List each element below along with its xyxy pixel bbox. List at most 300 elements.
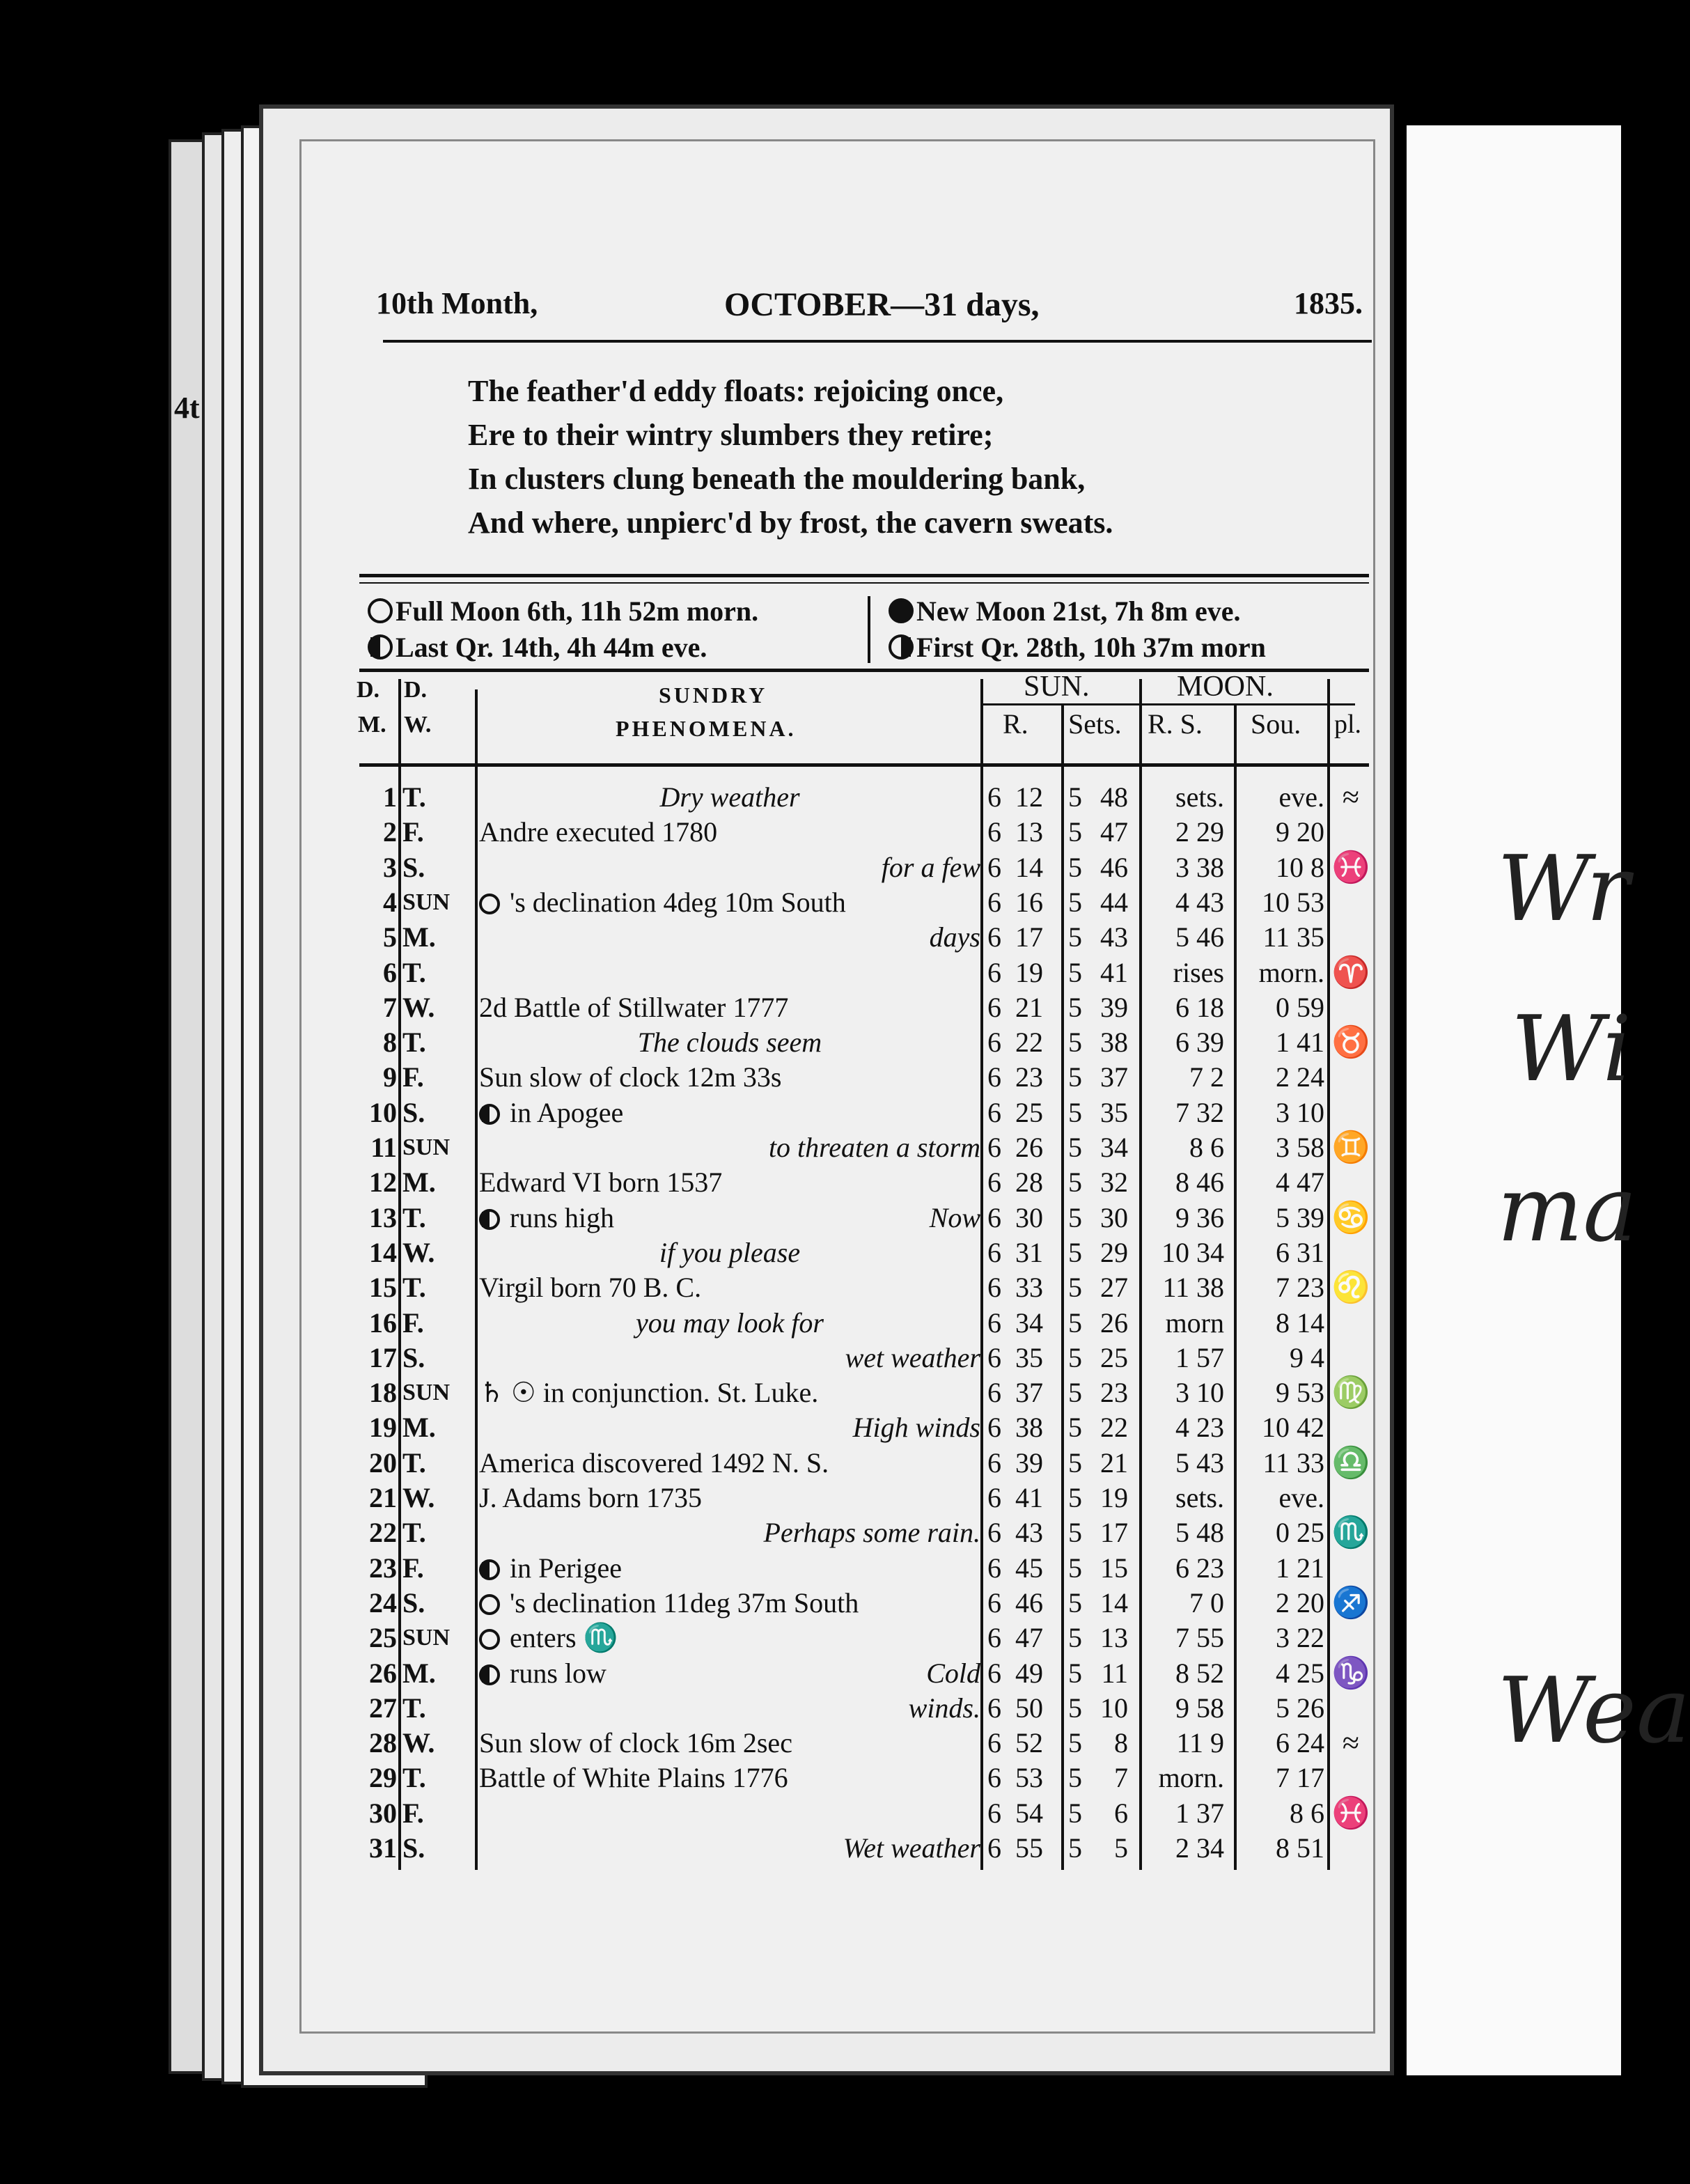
sunset-minute: 22	[1100, 1412, 1128, 1444]
day-of-week: T.	[402, 1027, 426, 1059]
table-row	[0, 1095, 1393, 1130]
sunrise-hour: 6	[987, 1517, 1001, 1549]
zodiac-place: ♐	[1331, 1585, 1370, 1620]
sunrise-hour: 6	[987, 1692, 1001, 1724]
handwriting-line: Wea	[1497, 1658, 1690, 1763]
sunrise-minute: 45	[1015, 1552, 1043, 1584]
moon-rise-set: 2 29	[1175, 816, 1224, 848]
phenomenon	[479, 1130, 980, 1165]
header-bottom-rule	[359, 763, 1369, 767]
sunrise-hour: 6	[987, 1132, 1001, 1163]
day-of-week: S.	[402, 1586, 425, 1618]
table-row	[0, 1481, 1393, 1515]
phenomenon-text: America discovered 1492 N. S.	[479, 1446, 829, 1479]
sunrise-minute: 17	[1015, 921, 1043, 953]
moon-south: eve.	[1278, 1482, 1324, 1513]
sunrise-hour: 6	[987, 1061, 1001, 1093]
handwriting-line: Wi	[1511, 996, 1632, 1102]
sun-symbol-icon	[479, 894, 500, 914]
sunset-minute: 37	[1100, 1061, 1128, 1093]
phenomenon	[479, 1410, 980, 1445]
moon-south: 9 53	[1276, 1377, 1324, 1409]
day-of-week: SUN	[402, 1380, 451, 1406]
sunrise-hour: 6	[987, 1167, 1001, 1199]
sunrise-minute: 30	[1015, 1201, 1043, 1233]
moon-south: eve.	[1278, 781, 1324, 813]
day-of-week: S.	[402, 1341, 425, 1373]
header-moon: MOON.	[1177, 671, 1274, 703]
sunset-hour: 5	[1068, 1341, 1082, 1373]
sunset-hour: 5	[1068, 1061, 1082, 1093]
moon-rise-set: 11 9	[1176, 1727, 1224, 1759]
day-of-month: 3	[383, 851, 397, 883]
sunset-minute: 29	[1100, 1236, 1128, 1268]
moon-rise-set: 1 57	[1175, 1341, 1224, 1373]
sunset-hour: 5	[1068, 1167, 1082, 1199]
moon-rise-set: 6 18	[1175, 991, 1224, 1023]
day-of-month: 15	[369, 1272, 397, 1304]
day-of-week: W.	[402, 1727, 435, 1759]
phenomenon	[479, 1025, 980, 1060]
moon-south: 2 20	[1276, 1586, 1324, 1618]
day-of-week: T.	[402, 956, 426, 988]
sunset-hour: 5	[1068, 851, 1082, 883]
day-of-week: M.	[402, 921, 436, 953]
new-moon-entry: New Moon 21st, 7h 8m eve.	[889, 595, 1241, 627]
phenomenon	[479, 1761, 980, 1795]
moon-south: 11 35	[1262, 921, 1324, 953]
sunrise-minute: 23	[1015, 1061, 1043, 1093]
left-page-fragment: 4t	[174, 391, 200, 425]
header-sun-rise: R.	[1003, 708, 1028, 740]
moon-south: 0 59	[1276, 991, 1324, 1023]
moon-south: 10 8	[1276, 851, 1324, 883]
sunrise-hour: 6	[987, 1446, 1001, 1479]
sunset-hour: 5	[1068, 1692, 1082, 1724]
table-row	[0, 990, 1393, 1025]
phenomenon	[479, 1551, 980, 1586]
zodiac-place: ♈	[1331, 955, 1370, 990]
sunset-minute: 46	[1100, 851, 1128, 883]
moon-south: 7 23	[1276, 1272, 1324, 1304]
day-of-week: SUN	[402, 889, 451, 915]
sunset-hour: 5	[1068, 1832, 1082, 1864]
day-of-week: T.	[402, 1201, 426, 1233]
sunset-hour: 5	[1068, 1797, 1082, 1829]
rule	[359, 574, 1369, 577]
last-quarter-icon	[368, 634, 393, 660]
facing-page	[1407, 125, 1690, 2075]
moon-south: 3 10	[1276, 1096, 1324, 1128]
phenomenon	[479, 1586, 980, 1621]
phenomenon	[479, 1726, 980, 1761]
moon-south: 9 4	[1290, 1341, 1324, 1373]
sunset-minute: 35	[1100, 1096, 1128, 1128]
day-of-month: 21	[369, 1482, 397, 1513]
moon-rise-set: 6 23	[1175, 1552, 1224, 1584]
sunrise-minute: 52	[1015, 1727, 1043, 1759]
header-rule	[383, 340, 1372, 343]
day-of-week: F.	[402, 1306, 424, 1339]
sunset-minute: 5	[1114, 1832, 1128, 1864]
phenomenon-text: 's declination 11deg 37m South	[510, 1586, 859, 1618]
table-row	[0, 1235, 1393, 1270]
moon-rise-set: rises	[1173, 956, 1224, 988]
sunrise-minute: 14	[1015, 851, 1043, 883]
moon-rise-set: 9 58	[1175, 1692, 1224, 1724]
day-of-month: 26	[369, 1657, 397, 1689]
sunset-minute: 19	[1100, 1482, 1128, 1513]
day-of-week: T.	[402, 1272, 426, 1304]
table-row	[0, 1586, 1393, 1621]
month-number: 10th Month,	[376, 286, 538, 320]
phenomenon-text: runs low	[510, 1657, 607, 1689]
phenomenon-text: Sun slow of clock 16m 2sec	[479, 1727, 792, 1759]
sunrise-minute: 34	[1015, 1306, 1043, 1339]
phenomenon	[479, 1341, 980, 1375]
sunrise-hour: 6	[987, 1762, 1001, 1794]
day-of-week: SUN	[402, 1625, 451, 1651]
day-of-month: 5	[383, 921, 397, 953]
zodiac-place: ♌	[1331, 1270, 1370, 1305]
header-dm-top: D.	[357, 677, 380, 703]
sunset-hour: 5	[1068, 1727, 1082, 1759]
sunrise-hour: 6	[987, 1412, 1001, 1444]
table-row	[0, 1621, 1393, 1655]
moon-symbol-icon	[479, 1559, 500, 1580]
sunset-hour: 5	[1068, 1132, 1082, 1163]
phenomenon	[479, 1691, 980, 1726]
moon-rise-set: 4 43	[1175, 886, 1224, 918]
sunset-hour: 5	[1068, 1306, 1082, 1339]
phenomenon	[479, 1270, 980, 1305]
phenomenon	[479, 1831, 980, 1866]
phenomenon-text: in Apogee	[510, 1096, 624, 1128]
sunset-hour: 5	[1068, 1482, 1082, 1513]
sunrise-minute: 49	[1015, 1657, 1043, 1689]
sunrise-minute: 21	[1015, 991, 1043, 1023]
phenomenon-text: ♄ ☉ in conjunction. St. Luke.	[479, 1377, 819, 1409]
sunset-hour: 5	[1068, 1027, 1082, 1059]
sunrise-minute: 39	[1015, 1446, 1043, 1479]
sunrise-hour: 6	[987, 1306, 1001, 1339]
sunset-hour: 5	[1068, 1377, 1082, 1409]
year: 1835.	[1294, 286, 1363, 320]
day-of-week: S.	[402, 1096, 425, 1128]
moon-south: 11 33	[1262, 1446, 1324, 1479]
day-of-month: 22	[369, 1517, 397, 1549]
zodiac-place: ≈	[1342, 1726, 1360, 1761]
sunset-hour: 5	[1068, 991, 1082, 1023]
page-header	[376, 286, 1372, 334]
moon-south: 6 24	[1276, 1727, 1324, 1759]
sunrise-minute: 19	[1015, 956, 1043, 988]
phenomenon	[479, 850, 980, 885]
sunrise-minute: 54	[1015, 1797, 1043, 1829]
sunset-hour: 5	[1068, 886, 1082, 918]
day-of-week: T.	[402, 781, 426, 813]
day-of-month: 19	[369, 1412, 397, 1444]
moon-rise-set: 8 46	[1175, 1167, 1224, 1199]
day-of-week: M.	[402, 1167, 436, 1199]
header-phenomena-top: SUNDRY	[659, 682, 768, 708]
header-phenomena-bottom: PHENOMENA.	[616, 716, 797, 741]
sunset-hour: 5	[1068, 1446, 1082, 1479]
moon-rise-set: 7 32	[1175, 1096, 1224, 1128]
sunset-minute: 47	[1100, 816, 1128, 848]
day-of-month: 14	[369, 1236, 397, 1268]
moon-south: 5 39	[1276, 1201, 1324, 1233]
sunset-hour: 5	[1068, 1236, 1082, 1268]
sunset-hour: 5	[1068, 1201, 1082, 1233]
table-row	[0, 1375, 1393, 1410]
moon-rise-set: 4 23	[1175, 1412, 1224, 1444]
phenomenon-text: J. Adams born 1735	[479, 1482, 702, 1513]
sunrise-minute: 12	[1015, 781, 1043, 813]
zodiac-place: ♊	[1331, 1130, 1370, 1164]
sunrise-hour: 6	[987, 921, 1001, 953]
moon-south: 10 42	[1262, 1412, 1324, 1444]
sunset-minute: 11	[1101, 1657, 1128, 1689]
sunset-hour: 5	[1068, 921, 1082, 953]
table-row	[0, 1726, 1393, 1761]
verse-line: In clusters clung beneath the mouldering bank,	[468, 462, 1086, 496]
sunrise-minute: 38	[1015, 1412, 1043, 1444]
day-of-week: F.	[402, 1797, 424, 1829]
table-row	[0, 1060, 1393, 1095]
day-of-week: F.	[402, 1552, 424, 1584]
sunset-hour: 5	[1068, 1517, 1082, 1549]
moon-symbol-icon	[479, 1104, 500, 1125]
header-moon-sou: Sou.	[1251, 708, 1301, 740]
sunrise-minute: 25	[1015, 1096, 1043, 1128]
verse-line: Ere to their wintry slumbers they retire;	[468, 418, 994, 452]
sunset-minute: 34	[1100, 1132, 1128, 1163]
moon-south: 4 47	[1276, 1167, 1324, 1199]
sunrise-hour: 6	[987, 1377, 1001, 1409]
rule	[359, 582, 1369, 584]
day-of-week: W.	[402, 1236, 435, 1268]
sunset-minute: 26	[1100, 1306, 1128, 1339]
phenomenon-text: runs high	[510, 1201, 614, 1233]
moon-rise-set: morn	[1165, 1306, 1224, 1339]
phenomenon-text: Perhaps some rain.	[763, 1517, 980, 1549]
sunset-minute: 43	[1100, 921, 1128, 953]
day-of-week: F.	[402, 1061, 424, 1093]
moon-rise-set: 5 48	[1175, 1517, 1224, 1549]
header-dm-bottom: M.	[358, 712, 386, 738]
sunset-minute: 10	[1100, 1692, 1128, 1724]
day-of-month: 16	[369, 1306, 397, 1339]
sunrise-hour: 6	[987, 781, 1001, 813]
zodiac-place: ♓	[1331, 1795, 1370, 1830]
table-row	[0, 1025, 1393, 1060]
sunset-hour: 5	[1068, 781, 1082, 813]
day-of-week: SUN	[402, 1134, 451, 1160]
phenomenon	[479, 1446, 980, 1481]
sunset-hour: 5	[1068, 816, 1082, 848]
sunset-minute: 13	[1100, 1622, 1128, 1654]
last-quarter-entry: Last Qr. 14th, 4h 44m eve.	[368, 631, 707, 664]
handwriting-line: Wr	[1497, 836, 1629, 942]
zodiac-place: ♑	[1331, 1655, 1370, 1690]
phenomenon	[479, 920, 980, 955]
day-of-month: 29	[369, 1762, 397, 1794]
phenomenon	[479, 1165, 980, 1200]
table-row	[0, 850, 1393, 885]
sunset-hour: 5	[1068, 1552, 1082, 1584]
day-of-month: 12	[369, 1167, 397, 1199]
phenomenon	[479, 1235, 980, 1270]
day-of-month: 31	[369, 1832, 397, 1864]
day-of-month: 4	[383, 886, 397, 918]
sunset-minute: 14	[1100, 1586, 1128, 1618]
phenomenon	[479, 1481, 980, 1515]
phenomenon	[479, 1621, 980, 1655]
sunset-minute: 25	[1100, 1341, 1128, 1373]
moon-south: 10 53	[1262, 886, 1324, 918]
phenomenon-text: winds.	[908, 1692, 980, 1724]
sunrise-hour: 6	[987, 1832, 1001, 1864]
table-row	[0, 1270, 1393, 1305]
zodiac-place: ≈	[1342, 780, 1360, 814]
sunset-minute: 48	[1100, 781, 1128, 813]
day-of-week: F.	[402, 816, 424, 848]
table-row	[0, 1201, 1393, 1235]
sunset-minute: 38	[1100, 1027, 1128, 1059]
sunset-minute: 15	[1100, 1552, 1128, 1584]
day-of-month: 7	[383, 991, 397, 1023]
zodiac-place: ♉	[1331, 1025, 1370, 1060]
sunrise-minute: 26	[1015, 1132, 1043, 1163]
sunrise-hour: 6	[987, 1341, 1001, 1373]
phenomenon	[479, 1515, 980, 1550]
table-row	[0, 780, 1393, 815]
moon-rise-set: 9 36	[1175, 1201, 1224, 1233]
sunrise-hour: 6	[987, 1096, 1001, 1128]
day-of-month: 27	[369, 1692, 397, 1724]
moon-south: 4 25	[1276, 1657, 1324, 1689]
sunset-minute: 39	[1100, 991, 1128, 1023]
moon-rise-set: sets.	[1175, 781, 1224, 813]
sunset-hour: 5	[1068, 1272, 1082, 1304]
day-of-month: 20	[369, 1446, 397, 1479]
sunset-minute: 32	[1100, 1167, 1128, 1199]
phenomenon-weather: Cold	[926, 1657, 980, 1689]
header-sun: SUN.	[1024, 671, 1090, 703]
day-of-month: 25	[369, 1622, 397, 1654]
sunrise-hour: 6	[987, 1272, 1001, 1304]
phenomenon	[479, 1306, 980, 1341]
sunrise-hour: 6	[987, 1482, 1001, 1513]
sunrise-hour: 6	[987, 886, 1001, 918]
phenomenon-text: Sun slow of clock 12m 33s	[479, 1061, 782, 1093]
moon-south: 8 51	[1276, 1832, 1324, 1864]
moon-rise-set: 7 55	[1175, 1622, 1224, 1654]
moon-rise-set: sets.	[1175, 1482, 1224, 1513]
first-quarter-icon	[889, 634, 914, 660]
table-row	[0, 1165, 1393, 1200]
sunrise-minute: 37	[1015, 1377, 1043, 1409]
sunrise-hour: 6	[987, 816, 1001, 848]
zodiac-place: ♎	[1331, 1445, 1370, 1480]
table-row	[0, 1130, 1393, 1165]
sunrise-hour: 6	[987, 1027, 1001, 1059]
moon-south: 6 31	[1276, 1236, 1324, 1268]
day-of-week: T.	[402, 1446, 426, 1479]
moon-rise-set: 10 34	[1161, 1236, 1224, 1268]
sunset-hour: 5	[1068, 1622, 1082, 1654]
verse	[468, 369, 1373, 545]
sun-symbol-icon	[479, 1629, 500, 1650]
sunrise-minute: 46	[1015, 1586, 1043, 1618]
day-of-month: 2	[383, 816, 397, 848]
moon-south: 1 21	[1276, 1552, 1324, 1584]
table-row	[0, 1515, 1393, 1550]
day-of-week: S.	[402, 1832, 425, 1864]
moon-south: 3 58	[1276, 1132, 1324, 1163]
sunrise-hour: 6	[987, 956, 1001, 988]
sunset-hour: 5	[1068, 1586, 1082, 1618]
table-row	[0, 1796, 1393, 1831]
sunrise-minute: 22	[1015, 1027, 1043, 1059]
day-of-week: T.	[402, 1762, 426, 1794]
sunrise-minute: 16	[1015, 886, 1043, 918]
day-of-month: 30	[369, 1797, 397, 1829]
table-row	[0, 1551, 1393, 1586]
table-row	[0, 1306, 1393, 1341]
moon-south: morn.	[1258, 956, 1324, 988]
phenomenon-text: The clouds seem	[637, 1027, 822, 1059]
rule	[982, 703, 1355, 705]
day-of-month: 11	[370, 1132, 397, 1163]
table-row	[0, 1341, 1393, 1375]
moon-south: 8 6	[1290, 1797, 1324, 1829]
moon-rise-set: 7 0	[1189, 1586, 1224, 1618]
full-moon-entry: Full Moon 6th, 11h 52m morn.	[368, 595, 758, 627]
sunset-minute: 21	[1100, 1446, 1128, 1479]
table-row	[0, 1446, 1393, 1481]
phenomenon	[479, 885, 980, 920]
phenomenon-text: for a few	[881, 851, 980, 883]
sunset-minute: 17	[1100, 1517, 1128, 1549]
sunrise-minute: 33	[1015, 1272, 1043, 1304]
header-place: pl.	[1334, 710, 1362, 739]
sunrise-hour: 6	[987, 1586, 1001, 1618]
day-of-week: M.	[402, 1412, 436, 1444]
day-of-week: W.	[402, 1482, 435, 1513]
phenomenon-text: enters ♏	[510, 1622, 618, 1654]
phenomenon-text: Wet weather	[843, 1832, 980, 1864]
moon-rise-set: 5 43	[1175, 1446, 1224, 1479]
sunrise-hour: 6	[987, 1201, 1001, 1233]
sunrise-minute: 50	[1015, 1692, 1043, 1724]
day-of-month: 10	[369, 1096, 397, 1128]
zodiac-place: ♏	[1331, 1515, 1370, 1550]
sunrise-minute: 43	[1015, 1517, 1043, 1549]
day-of-week: W.	[402, 991, 435, 1023]
zodiac-place: ♓	[1331, 850, 1370, 884]
phenomenon	[479, 990, 980, 1025]
table-row	[0, 1656, 1393, 1691]
moon-rise-set: 8 6	[1189, 1132, 1224, 1163]
sunset-minute: 30	[1100, 1201, 1128, 1233]
moon-rise-set: 11 38	[1162, 1272, 1224, 1304]
moon-rise-set: 2 34	[1175, 1832, 1224, 1864]
table-row	[0, 1831, 1393, 1866]
moon-rise-set: morn.	[1158, 1762, 1224, 1794]
sunrise-minute: 55	[1015, 1832, 1043, 1864]
